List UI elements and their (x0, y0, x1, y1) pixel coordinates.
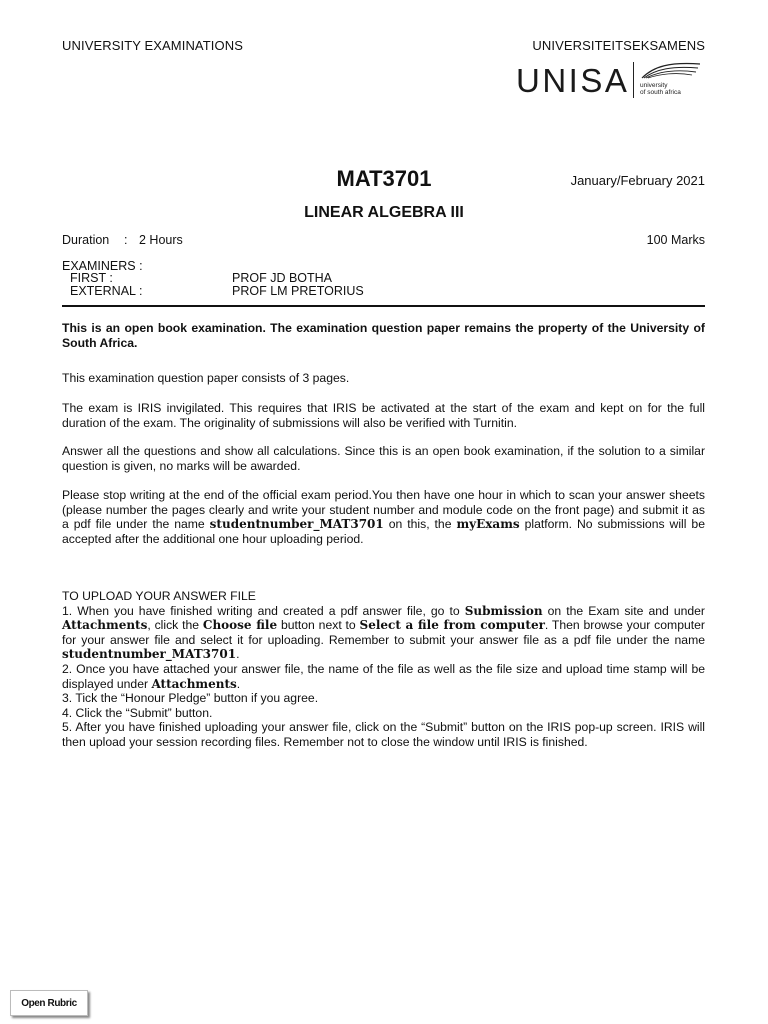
upload-step-4: 4. Click the “Submit” button. (62, 705, 213, 720)
open-rubric-button[interactable]: Open Rubric (10, 990, 88, 1016)
iris-paragraph: The exam is IRIS invigilated. This requires that IRIS be activated at the start of the exam and kept on for the full duration of the exam. The originality of submissions will also be verified with Turnitin. (62, 401, 705, 430)
external-examiner-label: EXTERNAL : (70, 284, 143, 298)
submission-filename: studentnumber_MAT3701 (209, 517, 384, 532)
submission-text-c: on this, the (383, 517, 457, 532)
logo-swoosh-icon (640, 60, 702, 80)
upload-step-3: 3. Tick the “Honour Pledge” button if you agree. (62, 691, 319, 706)
step2-attachments: Attachments (151, 676, 237, 691)
step2-text-c: . (236, 676, 241, 691)
upload-step-1 (62, 604, 705, 662)
upload-instructions (62, 589, 705, 750)
step1-select-file: Select a file from computer (359, 618, 545, 633)
logo-line1: university (640, 82, 668, 89)
exam-date: January/February 2021 (570, 173, 705, 188)
step1-text-c: on the Exam site and under (542, 603, 705, 618)
step1-submission: Submission (464, 603, 543, 618)
course-title: LINEAR ALGEBRA III (304, 204, 464, 221)
examiners-label: EXAMINERS : (62, 259, 143, 273)
step2-text-a: 2. Once you have attached your answer file, the name of the file as well as the file size and upload time stamp will be displayed under (62, 661, 705, 691)
upload-step-2 (62, 662, 705, 691)
answer-paragraph: Answer all the questions and show all calculations. Since this is an open book examination, if the solution to a similar question is given, no marks will be awarded. (62, 444, 705, 473)
step1-text-e: , click the (147, 618, 203, 633)
logo-divider (633, 62, 634, 98)
unisa-logo (516, 60, 706, 104)
duration-separator: : (124, 233, 128, 247)
submission-paragraph (62, 488, 705, 546)
upload-step-5: 5. After you have finished uploading your answer file, click on the “Submit” button on the IRIS pop-up screen. IRIS will then upload your session recording files. Remember not to close the window until IRIS is finished. (62, 720, 705, 749)
logo-line2: of south africa (640, 89, 681, 96)
first-examiner-name: PROF JD BOTHA (232, 271, 333, 285)
submission-text-a: Please stop writing at the end of the official exam period.You then have one hour in which to scan your answer sheets (please number the pages clearly and write your student number and module code on the front page) and submit it as a pdf file under the name (62, 488, 705, 532)
duration-value: 2 Hours (139, 233, 183, 247)
submission-platform: myExams (456, 517, 520, 532)
header-left: UNIVERSITY EXAMINATIONS (62, 38, 243, 53)
step1-text-g: button next to (277, 618, 360, 633)
step1-text-k: . (236, 647, 240, 662)
step1-text-a: 1. When you have finished writing and created a pdf answer file, go to (62, 603, 465, 618)
step1-filename: studentnumber_MAT3701 (62, 647, 237, 662)
course-code: MAT3701 (336, 166, 432, 191)
step1-text-i: . Then browse your computer for your answer file and select it for uploading. Remember to submit your answer file as a pdf file under the name (62, 618, 705, 647)
upload-heading: TO UPLOAD YOUR ANSWER FILE (62, 589, 256, 603)
submission-text-e: platform. No submissions will be accepted after the additional one hour uploading period. (62, 517, 705, 546)
horizontal-rule (62, 305, 705, 307)
logo-wordmark: UNISA (516, 62, 630, 99)
external-examiner-name: PROF LM PRETORIUS (232, 284, 364, 298)
step1-choose-file: Choose file (202, 618, 278, 633)
step1-attachments: Attachments (62, 618, 148, 633)
total-marks: 100 Marks (646, 233, 705, 247)
header-right: UNIVERSITEITSEKSAMENS (532, 38, 705, 53)
duration-label: Duration (62, 233, 110, 247)
open-book-notice: This is an open book examination. The examination question paper remains the property of the University of South Africa. (62, 321, 705, 350)
first-examiner-label: FIRST : (70, 271, 113, 285)
pages-paragraph: This examination question paper consists of 3 pages. (62, 371, 350, 385)
